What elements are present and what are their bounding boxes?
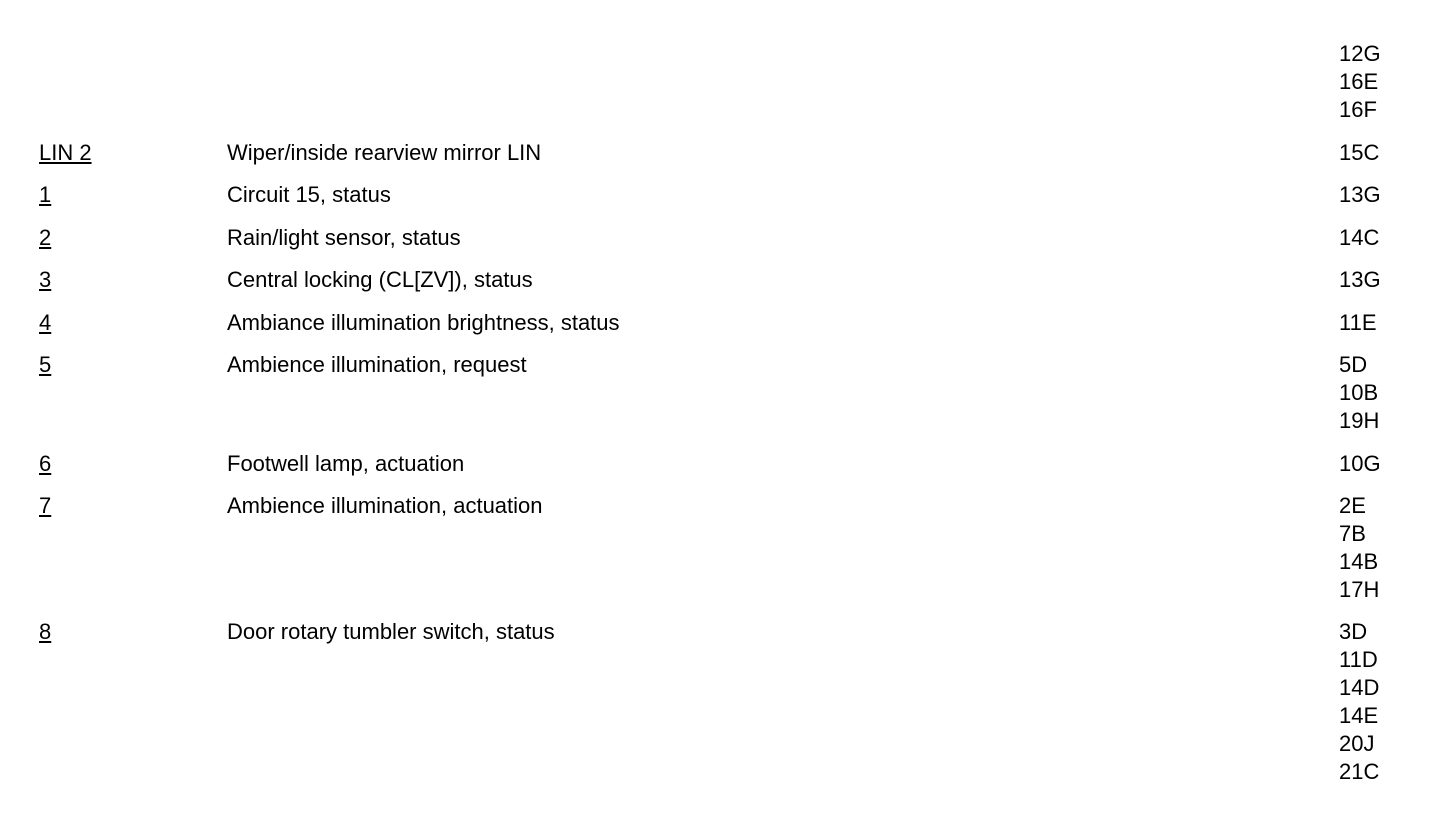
signal-description: Circuit 15, status: [227, 182, 391, 207]
ref-code: 13G: [1339, 267, 1381, 292]
ref-code: 14B: [1339, 549, 1379, 574]
ref-code: 5D: [1339, 352, 1368, 377]
signal-description: Ambiance illumination brightness, status: [227, 310, 620, 335]
ref-code: 17H: [1339, 577, 1380, 602]
ref-code: 10B: [1339, 380, 1379, 405]
ref-code: 11D: [1339, 647, 1378, 672]
row-refs: [1339, 351, 1379, 435]
row-refs: [1339, 224, 1379, 252]
signal-code-link[interactable]: 1: [39, 182, 52, 207]
row-refs: [1339, 181, 1381, 209]
ref-code: 19H: [1339, 408, 1380, 433]
ref-code: 16F: [1339, 97, 1377, 122]
signal-description: Ambience illumination, actuation: [227, 493, 543, 518]
signal-code-link[interactable]: 2: [39, 225, 52, 250]
signal-code-link[interactable]: 6: [39, 451, 52, 476]
ref-code: 10G: [1339, 451, 1381, 476]
row-refs: [1339, 266, 1381, 294]
row-refs: [1339, 450, 1381, 478]
ref-code: 13G: [1339, 182, 1381, 207]
ref-code: 14E: [1339, 703, 1379, 728]
signal-description: Ambience illumination, request: [227, 352, 527, 377]
ref-code: 16E: [1339, 69, 1379, 94]
row-refs: [1339, 139, 1379, 167]
ref-code: 12G: [1339, 41, 1381, 66]
signal-description: Footwell lamp, actuation: [227, 451, 465, 476]
ref-code: 2E: [1339, 493, 1366, 518]
ref-code: 20J: [1339, 731, 1375, 756]
signal-description: Rain/light sensor, status: [227, 225, 461, 250]
signal-code-link[interactable]: 8: [39, 619, 52, 644]
ref-code: 3D: [1339, 619, 1368, 644]
signal-code-link[interactable]: 5: [39, 352, 52, 377]
ref-code: 15C: [1339, 140, 1380, 165]
signal-code-link[interactable]: 3: [39, 267, 52, 292]
ref-code: 14D: [1339, 675, 1380, 700]
signal-code-link[interactable]: 7: [39, 493, 52, 518]
ref-code: 7B: [1339, 521, 1366, 546]
signal-description: Central locking (CL[ZV]), status: [227, 267, 533, 292]
row-refs: [1339, 492, 1379, 604]
top-refs: [1339, 40, 1381, 124]
signal-code-link[interactable]: 4: [39, 310, 52, 335]
ref-code: 21C: [1339, 759, 1380, 784]
signal-code-link[interactable]: LIN 2: [39, 140, 92, 165]
signal-description: Wiper/inside rearview mirror LIN: [227, 140, 542, 165]
row-refs: [1339, 309, 1377, 337]
signal-description: Door rotary tumbler switch, status: [227, 619, 555, 644]
ref-code: 14C: [1339, 225, 1380, 250]
ref-code: 11E: [1339, 310, 1377, 335]
row-refs: [1339, 618, 1379, 786]
